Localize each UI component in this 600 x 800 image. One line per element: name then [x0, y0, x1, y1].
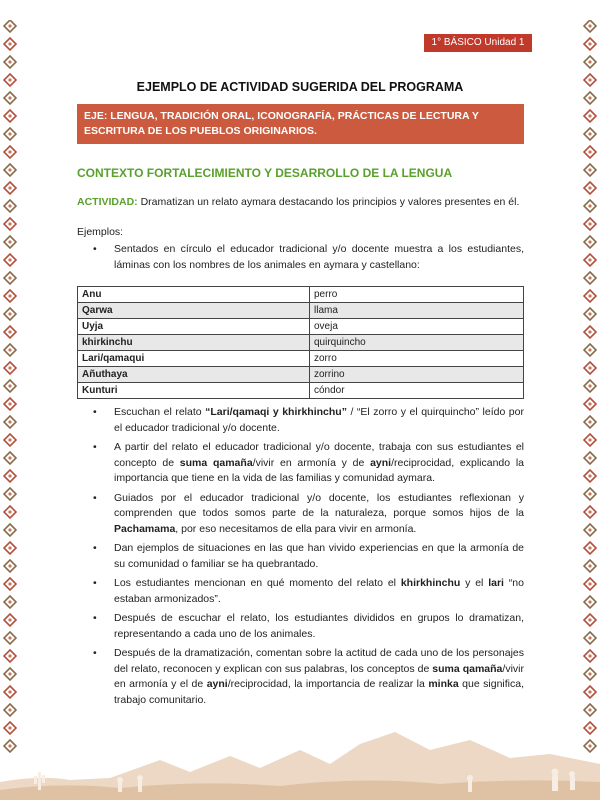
spanish-cell: perro [310, 287, 524, 303]
activity-text: Dramatizan un relato aymara destacando los principios y valores presentes en él. [140, 196, 520, 208]
spanish-cell: llama [310, 303, 524, 319]
list-item: • Guiados por el educador tradicional y/o docente, los estudiantes reflexionan y comprenden que todos somos parte de la naturaleza, porque somos hijos de la Pachamama, por eso necesitamos de ella para vivir en armonía. [77, 491, 524, 538]
aymara-cell: Lari/qamaqui [78, 351, 310, 367]
table-row [78, 351, 524, 367]
aymara-cell: Uyja [78, 319, 310, 335]
landscape-illustration [0, 720, 600, 800]
list-item: • Después de la dramatización, comentan sobre la actitud de cada uno de los personajes del relato, reconocen y explican con sus palabras, los conceptos de suma qamaña/vivir en armonía y el de ayni/reciprocidad, la importancia de realizar la minka que significa, trabajo comunitario. [77, 646, 524, 708]
table-row [78, 319, 524, 335]
table-row [78, 367, 524, 383]
list-item: • Escuchan el relato “Lari/qamaqi y khirkhinchu” / “El zorro y el quirquincho” leído por el educador tradicional y/o docente. [77, 405, 524, 436]
table-row [78, 287, 524, 303]
aymara-cell: Kunturi [78, 383, 310, 399]
grade-unit-badge: 1° BÁSICO Unidad 1 [424, 34, 532, 52]
decorative-border-left [0, 20, 20, 760]
aymara-cell: Qarwa [78, 303, 310, 319]
animal-names-table [77, 286, 524, 399]
list-item: • Dan ejemplos de situaciones en las que han vivido experiencias en que la armonía de su comunidad o familiar se ha quebrantado. [77, 541, 524, 572]
page-title: EJEMPLO DE ACTIVIDAD SUGERIDA DEL PROGRAMA [136, 80, 464, 94]
aymara-cell: Anu [78, 287, 310, 303]
spanish-cell: zorro [310, 351, 524, 367]
aymara-cell: khirkinchu [78, 335, 310, 351]
table-row [78, 335, 524, 351]
examples-label: Ejemplos: [77, 226, 124, 238]
list-item: • A partir del relato el educador tradicional y/o docente, trabaja con sus estudiantes el concepto de suma qamaña/vivir en armonía y de ayni/reciprocidad, explicando la importancia que tiene en la vida de las familias y comunidad aymara. [77, 440, 524, 487]
spanish-cell: cóndor [310, 383, 524, 399]
activity-label: ACTIVIDAD: [77, 196, 138, 208]
table-row [78, 383, 524, 399]
list-item: • Después de escuchar el relato, los estudiantes divididos en grupos lo dramatizan, representando a cada uno de los animales. [77, 611, 524, 642]
activity-steps-list [77, 405, 524, 712]
aymara-cell: Añuthaya [78, 367, 310, 383]
list-item: • Sentados en círculo el educador tradicional y/o docente muestra a los estudiantes, láminas con los nombres de los animales en aymara y castellano: [77, 242, 524, 273]
list-item: • Los estudiantes mencionan en qué momento del relato el khirkhinchu y el lari “no estaban armonizados”. [77, 576, 524, 607]
axis-banner: EJE: LENGUA, TRADICIÓN ORAL, ICONOGRAFÍA, PRÁCTICAS DE LECTURA Y ESCRITURA DE LOS PUEBLOS ORIGINARIOS. [77, 104, 524, 144]
spanish-cell: oveja [310, 319, 524, 335]
decorative-border-right [580, 20, 600, 760]
intro-list [77, 242, 524, 277]
activity-description [77, 196, 527, 208]
section-title: CONTEXTO FORTALECIMIENTO Y DESARROLLO DE LA LENGUA [77, 166, 453, 180]
spanish-cell: quirquincho [310, 335, 524, 351]
table-row [78, 303, 524, 319]
spanish-cell: zorrino [310, 367, 524, 383]
